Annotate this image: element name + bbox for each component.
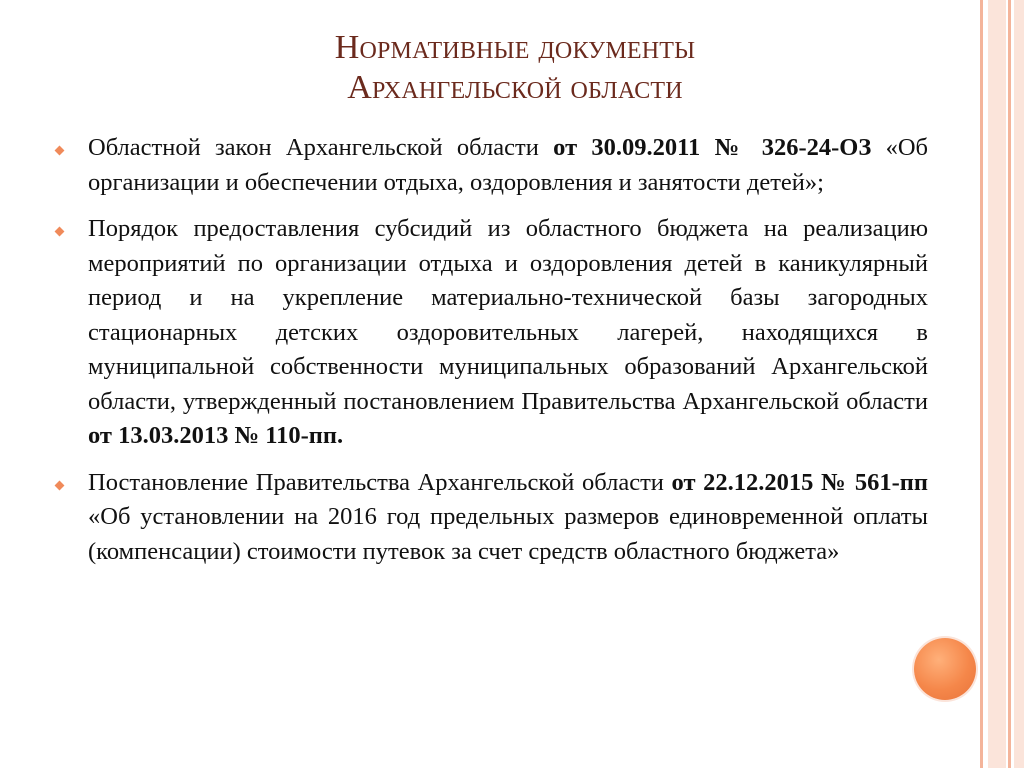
list-item — [48, 212, 928, 454]
bullet-icon — [55, 227, 65, 237]
title-line-1: Нормативные документы — [334, 29, 696, 66]
slide-title — [90, 28, 940, 108]
list-item — [48, 131, 928, 200]
item-text: Постановление Правительства Архангельской области — [88, 468, 672, 496]
frame-line-1 — [980, 0, 983, 768]
item-date-number: от 22.12.2015 № 561-пп — [671, 468, 928, 496]
item-text: Областной закон Архангельской области — [88, 134, 554, 161]
item-text: Порядок предоставления субсидий из областного бюджета на реализацию мероприятий по организации отдыха и оздоровления детей в каникулярный период и на укрепление материально-технической базы загородных стационарных детских оздоровительных лагерей, находящихся в муниципальной собственности муниципальных образований Архангельской области, утвержденный постановлением Правительства Архангельской области — [88, 215, 928, 415]
item-date-number: от 30.09.2011 № 326-24-ОЗ — [553, 134, 872, 161]
frame-line-2 — [1008, 0, 1011, 768]
frame-band — [988, 0, 1006, 768]
bullet-icon — [55, 480, 65, 490]
item-text: «Об организации и обеспечении отдыха, оздоровления и занятости детей»; — [88, 134, 928, 196]
item-text: «Об установлении на 2016 год предельных размеров единовременной оплаты (компенсации) стоимости путевок за счет средств областного бюджета» — [88, 503, 928, 565]
frame-edge — [1014, 0, 1024, 768]
item-date-number: от 13.03.2013 № 110-пп. — [88, 422, 344, 449]
list-item — [48, 466, 928, 570]
document-list — [48, 131, 928, 581]
bullet-icon — [55, 146, 65, 156]
decorative-circle — [914, 638, 976, 700]
title-line-2: Архангельской области — [347, 69, 683, 106]
